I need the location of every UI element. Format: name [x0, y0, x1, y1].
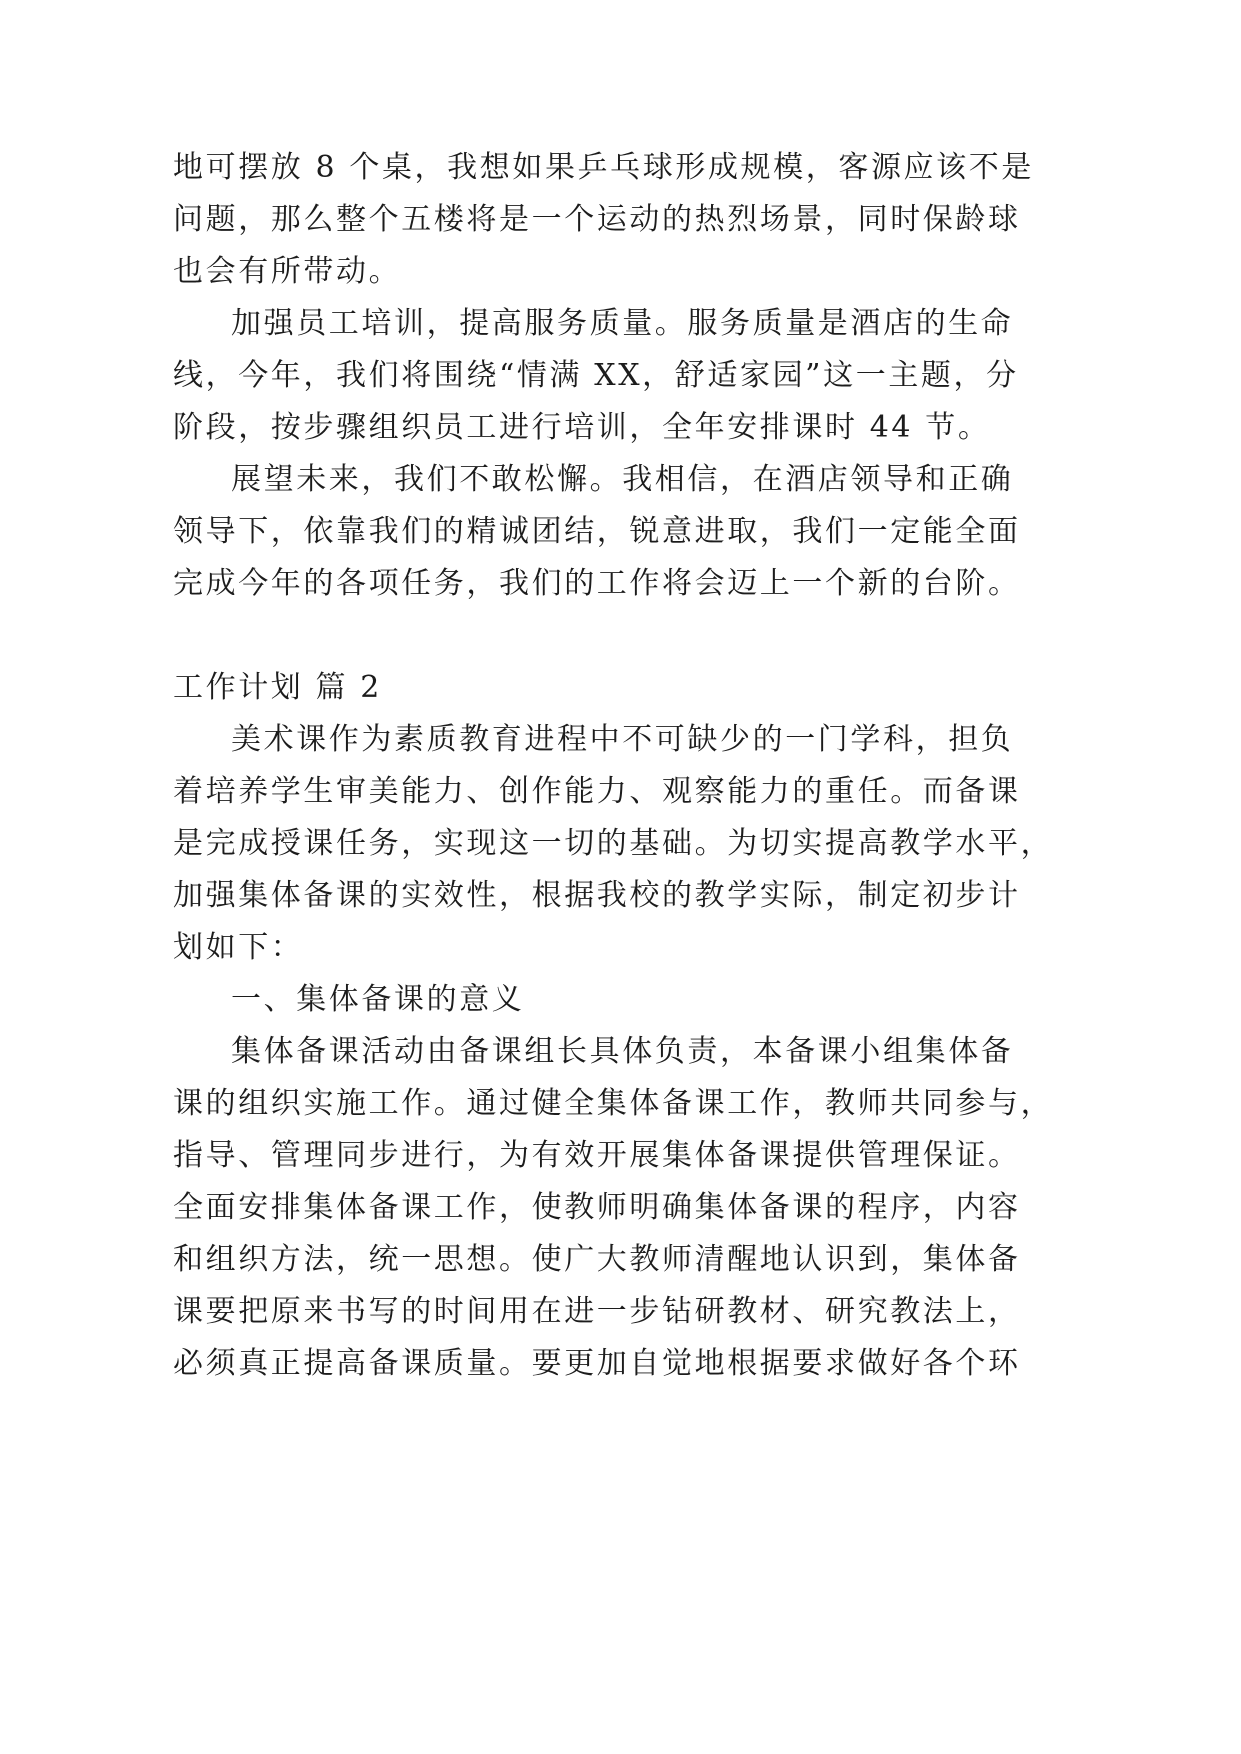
text-line: 也会有所带动。 — [173, 254, 402, 289]
text-line: 阶段，按步骤组织员工进行培训，全年安排课时 44 节。 — [173, 410, 991, 445]
text-line: 完成今年的各项任务，我们的工作将会迈上一个新的台阶。 — [173, 566, 1021, 601]
text-line: 线，今年，我们将围绕“情满 XX，舒适家园”这一主题，分 — [173, 358, 1019, 393]
text-line: 集体备课活动由备课组长具体负责，本备课小组集体备 — [231, 1034, 1014, 1069]
text-line: 加强员工培训，提高服务质量。服务质量是酒店的生命 — [231, 306, 1014, 341]
text-line: 领导下，依靠我们的精诚团结，锐意进取，我们一定能全面 — [173, 514, 1021, 549]
text-line: 着培养学生审美能力、创作能力、观察能力的重任。而备课 — [173, 774, 1021, 809]
text-line: 必须真正提高备课质量。要更加自觉地根据要求做好各个环 — [173, 1346, 1021, 1381]
text-line: 展望未来，我们不敢松懈。我相信，在酒店领导和正确 — [231, 462, 1014, 497]
text-line: 是完成授课任务，实现这一切的基础。为切实提高教学水平， — [173, 826, 1054, 861]
text-line: 全面安排集体备课工作，使教师明确集体备课的程序，内容 — [173, 1190, 1021, 1225]
section-heading: 工作计划 篇 2 — [173, 670, 382, 705]
text-line: 课要把原来书写的时间用在进一步钻研教材、研究教法上， — [173, 1294, 1021, 1329]
text-line: 课的组织实施工作。通过健全集体备课工作，教师共同参与， — [173, 1086, 1054, 1121]
text-line: 问题，那么整个五楼将是一个运动的热烈场景，同时保龄球 — [173, 202, 1021, 237]
subsection-heading: 一、集体备课的意义 — [231, 982, 525, 1017]
text-line: 加强集体备课的实效性，根据我校的教学实际，制定初步计 — [173, 878, 1021, 913]
text-line: 指导、管理同步进行，为有效开展集体备课提供管理保证。 — [173, 1138, 1021, 1173]
text-line: 划如下： — [173, 930, 304, 965]
text-line: 地可摆放 8 个桌，我想如果乒乓球形成规模，客源应该不是 — [173, 150, 1034, 185]
text-line: 和组织方法，统一思想。使广大教师清醒地认识到，集体备 — [173, 1242, 1021, 1277]
text-line: 美术课作为素质教育进程中不可缺少的一门学科，担负 — [231, 722, 1014, 757]
